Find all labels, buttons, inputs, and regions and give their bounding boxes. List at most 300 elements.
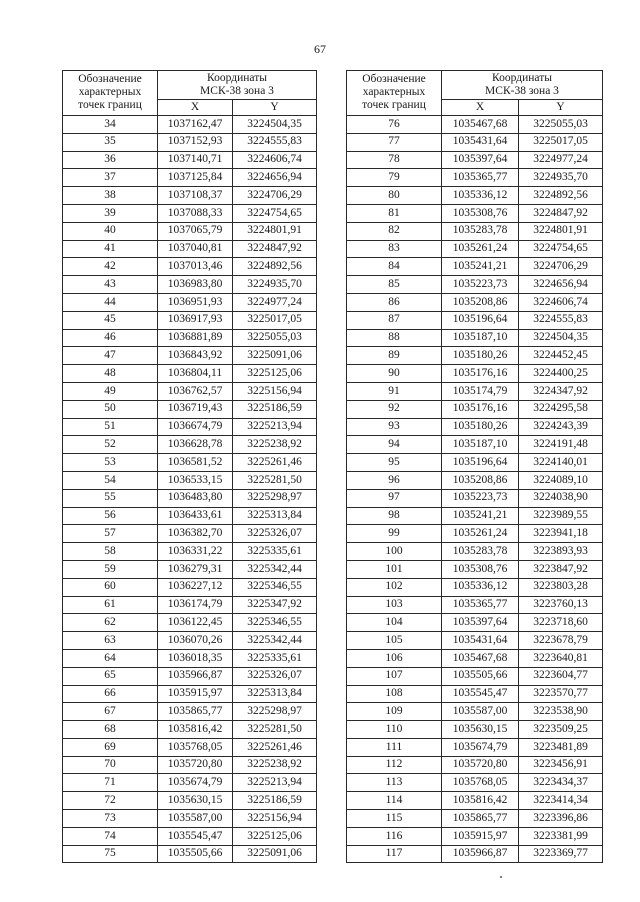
table-row [63, 204, 317, 222]
point-number-cell: 86 [347, 293, 442, 311]
x-coordinate-cell: 1035336,12 [442, 578, 519, 596]
y-coordinate-cell: 3223538,90 [519, 703, 603, 721]
table-row [63, 845, 317, 863]
y-coordinate-cell: 3225347,92 [233, 596, 317, 614]
x-coordinate-cell: 1035816,42 [442, 792, 519, 810]
point-number-cell: 73 [63, 810, 158, 828]
table-row [347, 667, 603, 685]
point-number-cell: 111 [347, 738, 442, 756]
table-row [347, 614, 603, 632]
table-header-row [347, 71, 603, 100]
x-coordinate-cell: 1035176,16 [442, 365, 519, 383]
x-coordinate-cell: 1035365,77 [442, 596, 519, 614]
table-row [347, 632, 603, 650]
y-coordinate-cell: 3225156,94 [233, 382, 317, 400]
x-column-header: X [442, 100, 519, 116]
y-coordinate-cell: 3224935,70 [519, 169, 603, 187]
table-row [63, 258, 317, 276]
y-coordinate-cell: 3225346,55 [233, 614, 317, 632]
x-coordinate-cell: 1036581,52 [158, 454, 233, 472]
x-coordinate-cell: 1036533,15 [158, 471, 233, 489]
point-number-cell: 106 [347, 649, 442, 667]
y-coordinate-cell: 3225281,50 [233, 721, 317, 739]
table-row [347, 827, 603, 845]
y-coordinate-cell: 3224555,83 [233, 133, 317, 151]
coordinates-header [158, 71, 317, 100]
y-coordinate-cell: 3224892,56 [519, 187, 603, 205]
x-coordinate-cell: 1035915,97 [442, 827, 519, 845]
x-coordinate-cell: 1035674,79 [158, 774, 233, 792]
x-coordinate-cell: 1036917,93 [158, 311, 233, 329]
y-coordinate-cell: 3224977,24 [233, 293, 317, 311]
x-coordinate-cell: 1035196,64 [442, 311, 519, 329]
y-coordinate-cell: 3224191,48 [519, 436, 603, 454]
point-number-cell: 77 [347, 133, 442, 151]
point-number-cell: 59 [63, 560, 158, 578]
y-coordinate-cell: 3225313,84 [233, 685, 317, 703]
scan-speck [500, 876, 502, 878]
x-coordinate-cell: 1035261,24 [442, 525, 519, 543]
y-coordinate-cell: 3224847,92 [519, 204, 603, 222]
table-row [347, 169, 603, 187]
table-row [63, 276, 317, 294]
table-row [347, 258, 603, 276]
table-row [347, 774, 603, 792]
x-coordinate-cell: 1035816,42 [158, 721, 233, 739]
x-coordinate-cell: 1037152,93 [158, 133, 233, 151]
point-number-cell: 44 [63, 293, 158, 311]
point-number-cell: 35 [63, 133, 158, 151]
table-row [63, 756, 317, 774]
x-coordinate-cell: 1036983,80 [158, 276, 233, 294]
y-coordinate-cell: 3225091,06 [233, 347, 317, 365]
y-coordinate-cell: 3223941,18 [519, 525, 603, 543]
x-coordinate-cell: 1037013,46 [158, 258, 233, 276]
point-number-cell: 93 [347, 418, 442, 436]
table-row [347, 703, 603, 721]
table-row [63, 649, 317, 667]
x-coordinate-cell: 1035865,77 [442, 810, 519, 828]
point-number-cell: 66 [63, 685, 158, 703]
y-coordinate-cell: 3225313,84 [233, 507, 317, 525]
x-coordinate-cell: 1036070,26 [158, 632, 233, 650]
y-coordinate-cell: 3223570,77 [519, 685, 603, 703]
x-coordinate-cell: 1036122,45 [158, 614, 233, 632]
y-coordinate-cell: 3225342,44 [233, 560, 317, 578]
y-coordinate-cell: 3225156,94 [233, 810, 317, 828]
x-coordinate-cell: 1036483,80 [158, 489, 233, 507]
table-row [63, 738, 317, 756]
y-coordinate-cell: 3225125,06 [233, 365, 317, 383]
table-row [347, 347, 603, 365]
point-number-cell: 115 [347, 810, 442, 828]
table-row [63, 133, 317, 151]
x-coordinate-cell: 1036227,12 [158, 578, 233, 596]
point-number-cell: 68 [63, 721, 158, 739]
point-number-cell: 84 [347, 258, 442, 276]
y-coordinate-cell: 3224754,65 [233, 204, 317, 222]
table-row [63, 187, 317, 205]
table-row [347, 578, 603, 596]
point-number-cell: 85 [347, 276, 442, 294]
x-coordinate-cell: 1035467,68 [442, 649, 519, 667]
point-number-cell: 109 [347, 703, 442, 721]
point-number-cell: 43 [63, 276, 158, 294]
y-coordinate-cell: 3223803,28 [519, 578, 603, 596]
table-row [347, 204, 603, 222]
x-coordinate-cell: 1035545,47 [442, 685, 519, 703]
header-line: Координаты [492, 72, 552, 84]
point-number-cell: 96 [347, 471, 442, 489]
x-coordinate-cell: 1036719,43 [158, 400, 233, 418]
x-coordinate-cell: 1036433,61 [158, 507, 233, 525]
x-coordinate-cell: 1035431,64 [442, 133, 519, 151]
point-number-cell: 100 [347, 543, 442, 561]
y-coordinate-cell: 3223434,37 [519, 774, 603, 792]
x-column-header: X [158, 100, 233, 116]
point-number-cell: 74 [63, 827, 158, 845]
y-coordinate-cell: 3225342,44 [233, 632, 317, 650]
table-row [63, 792, 317, 810]
point-number-cell: 113 [347, 774, 442, 792]
point-number-cell: 64 [63, 649, 158, 667]
table-row [63, 400, 317, 418]
table-row [347, 810, 603, 828]
table-row [63, 382, 317, 400]
table-row [347, 116, 603, 134]
table-row [347, 329, 603, 347]
y-coordinate-cell: 3225261,46 [233, 738, 317, 756]
point-number-cell: 58 [63, 543, 158, 561]
y-coordinate-cell: 3224555,83 [519, 311, 603, 329]
point-number-cell: 92 [347, 400, 442, 418]
x-coordinate-cell: 1037088,33 [158, 204, 233, 222]
x-coordinate-cell: 1036382,70 [158, 525, 233, 543]
y-coordinate-cell: 3224243,39 [519, 418, 603, 436]
table-body-left [63, 116, 317, 863]
table-row [63, 525, 317, 543]
y-coordinate-cell: 3223847,92 [519, 560, 603, 578]
point-designation-header [347, 71, 442, 116]
coordinates-header [442, 71, 603, 100]
table-row [63, 293, 317, 311]
point-number-cell: 99 [347, 525, 442, 543]
x-coordinate-cell: 1035241,21 [442, 258, 519, 276]
x-coordinate-cell: 1035187,10 [442, 329, 519, 347]
y-coordinate-cell: 3225055,03 [519, 116, 603, 134]
x-coordinate-cell: 1035630,15 [158, 792, 233, 810]
table-row [347, 721, 603, 739]
header-line: точек границ [78, 99, 142, 111]
header-line: характерных [362, 86, 426, 98]
x-coordinate-cell: 1037065,79 [158, 222, 233, 240]
point-number-cell: 34 [63, 116, 158, 134]
y-coordinate-cell: 3223369,77 [519, 845, 603, 863]
y-coordinate-cell: 3223989,55 [519, 507, 603, 525]
x-coordinate-cell: 1035587,00 [158, 810, 233, 828]
table-row [347, 400, 603, 418]
x-coordinate-cell: 1035915,97 [158, 685, 233, 703]
table-row [63, 151, 317, 169]
point-number-cell: 112 [347, 756, 442, 774]
point-number-cell: 81 [347, 204, 442, 222]
point-number-cell: 53 [63, 454, 158, 472]
x-coordinate-cell: 1035176,16 [442, 400, 519, 418]
x-coordinate-cell: 1037125,84 [158, 169, 233, 187]
table-row [347, 276, 603, 294]
x-coordinate-cell: 1036843,92 [158, 347, 233, 365]
point-number-cell: 49 [63, 382, 158, 400]
header-line: точек границ [362, 99, 426, 111]
table-row [347, 507, 603, 525]
x-coordinate-cell: 1037140,71 [158, 151, 233, 169]
y-coordinate-cell: 3224935,70 [233, 276, 317, 294]
point-number-cell: 51 [63, 418, 158, 436]
y-coordinate-cell: 3225055,03 [233, 329, 317, 347]
table-row [63, 240, 317, 258]
y-coordinate-cell: 3224347,92 [519, 382, 603, 400]
x-coordinate-cell: 1035397,64 [442, 151, 519, 169]
y-coordinate-cell: 3225125,06 [233, 827, 317, 845]
point-number-cell: 95 [347, 454, 442, 472]
point-number-cell: 101 [347, 560, 442, 578]
x-coordinate-cell: 1036279,31 [158, 560, 233, 578]
point-number-cell: 83 [347, 240, 442, 258]
x-coordinate-cell: 1035674,79 [442, 738, 519, 756]
point-number-cell: 97 [347, 489, 442, 507]
x-coordinate-cell: 1036881,89 [158, 329, 233, 347]
point-number-cell: 102 [347, 578, 442, 596]
point-number-cell: 76 [347, 116, 442, 134]
y-coordinate-cell: 3225091,06 [233, 845, 317, 863]
y-coordinate-cell: 3225335,61 [233, 543, 317, 561]
table-row [63, 329, 317, 347]
table-row [63, 507, 317, 525]
y-coordinate-cell: 3224706,29 [519, 258, 603, 276]
y-coordinate-cell: 3225213,94 [233, 774, 317, 792]
y-coordinate-cell: 3224504,35 [233, 116, 317, 134]
table-row [63, 365, 317, 383]
y-coordinate-cell: 3223414,34 [519, 792, 603, 810]
y-coordinate-cell: 3225238,92 [233, 756, 317, 774]
x-coordinate-cell: 1035223,73 [442, 276, 519, 294]
coordinates-table-left [62, 70, 317, 863]
x-coordinate-cell: 1035505,66 [442, 667, 519, 685]
x-coordinate-cell: 1035865,77 [158, 703, 233, 721]
table-row [63, 632, 317, 650]
table-row [63, 347, 317, 365]
table-row [347, 845, 603, 863]
x-coordinate-cell: 1035720,80 [158, 756, 233, 774]
point-number-cell: 50 [63, 400, 158, 418]
x-coordinate-cell: 1035208,86 [442, 471, 519, 489]
y-coordinate-cell: 3225261,46 [233, 454, 317, 472]
table-row [63, 489, 317, 507]
table-row [63, 703, 317, 721]
point-number-cell: 75 [63, 845, 158, 863]
point-number-cell: 79 [347, 169, 442, 187]
x-coordinate-cell: 1036628,78 [158, 436, 233, 454]
y-coordinate-cell: 3224801,91 [233, 222, 317, 240]
y-coordinate-cell: 3223718,60 [519, 614, 603, 632]
point-number-cell: 89 [347, 347, 442, 365]
y-coordinate-cell: 3224754,65 [519, 240, 603, 258]
x-coordinate-cell: 1036951,93 [158, 293, 233, 311]
y-coordinate-cell: 3225346,55 [233, 578, 317, 596]
table-row [347, 525, 603, 543]
y-coordinate-cell: 3225213,94 [233, 418, 317, 436]
table-row [63, 596, 317, 614]
point-number-cell: 65 [63, 667, 158, 685]
y-coordinate-cell: 3225238,92 [233, 436, 317, 454]
y-coordinate-cell: 3224452,45 [519, 347, 603, 365]
table-header-row [63, 71, 317, 100]
x-coordinate-cell: 1035545,47 [158, 827, 233, 845]
x-coordinate-cell: 1035223,73 [442, 489, 519, 507]
x-coordinate-cell: 1036331,22 [158, 543, 233, 561]
x-coordinate-cell: 1037108,37 [158, 187, 233, 205]
x-coordinate-cell: 1035365,77 [442, 169, 519, 187]
point-number-cell: 61 [63, 596, 158, 614]
point-number-cell: 55 [63, 489, 158, 507]
point-number-cell: 46 [63, 329, 158, 347]
table-row [347, 596, 603, 614]
x-coordinate-cell: 1035768,05 [158, 738, 233, 756]
point-number-cell: 91 [347, 382, 442, 400]
coordinates-table-right [346, 70, 603, 863]
header-line: МСК-38 зона 3 [200, 85, 274, 97]
table-row [63, 667, 317, 685]
point-number-cell: 45 [63, 311, 158, 329]
table-body-right [347, 116, 603, 863]
y-coordinate-cell: 3223509,25 [519, 721, 603, 739]
y-coordinate-cell: 3224847,92 [233, 240, 317, 258]
x-coordinate-cell: 1035187,10 [442, 436, 519, 454]
point-number-cell: 62 [63, 614, 158, 632]
y-coordinate-cell: 3223604,77 [519, 667, 603, 685]
x-coordinate-cell: 1036674,79 [158, 418, 233, 436]
point-number-cell: 78 [347, 151, 442, 169]
y-coordinate-cell: 3224140,01 [519, 454, 603, 472]
point-number-cell: 70 [63, 756, 158, 774]
point-number-cell: 108 [347, 685, 442, 703]
y-coordinate-cell: 3225281,50 [233, 471, 317, 489]
header-line: Координаты [207, 72, 267, 84]
y-coordinate-cell: 3225298,97 [233, 489, 317, 507]
y-coordinate-cell: 3225186,59 [233, 400, 317, 418]
table-row [63, 810, 317, 828]
y-coordinate-cell: 3224977,24 [519, 151, 603, 169]
y-coordinate-cell: 3224801,91 [519, 222, 603, 240]
point-number-cell: 117 [347, 845, 442, 863]
table-row [347, 436, 603, 454]
y-coordinate-cell: 3224706,29 [233, 187, 317, 205]
y-coordinate-cell: 3224400,25 [519, 365, 603, 383]
x-coordinate-cell: 1035196,64 [442, 454, 519, 472]
point-number-cell: 63 [63, 632, 158, 650]
header-line: Обозначение [362, 73, 426, 85]
y-coordinate-cell: 3224295,58 [519, 400, 603, 418]
table-row [63, 614, 317, 632]
table-row [63, 685, 317, 703]
point-designation-header [63, 71, 158, 116]
table-row [63, 418, 317, 436]
point-number-cell: 38 [63, 187, 158, 205]
y-coordinate-cell: 3223456,91 [519, 756, 603, 774]
point-number-cell: 98 [347, 507, 442, 525]
table-row [347, 187, 603, 205]
point-number-cell: 37 [63, 169, 158, 187]
table-row [347, 756, 603, 774]
table-row [63, 222, 317, 240]
table-row [347, 792, 603, 810]
x-coordinate-cell: 1035587,00 [442, 703, 519, 721]
table-row [63, 578, 317, 596]
point-number-cell: 80 [347, 187, 442, 205]
table-row [63, 560, 317, 578]
y-coordinate-cell: 3223678,79 [519, 632, 603, 650]
point-number-cell: 90 [347, 365, 442, 383]
y-coordinate-cell: 3223481,89 [519, 738, 603, 756]
point-number-cell: 67 [63, 703, 158, 721]
table-row [347, 418, 603, 436]
y-coordinate-cell: 3225298,97 [233, 703, 317, 721]
point-number-cell: 103 [347, 596, 442, 614]
x-coordinate-cell: 1037040,81 [158, 240, 233, 258]
point-number-cell: 82 [347, 222, 442, 240]
table-row [347, 685, 603, 703]
point-number-cell: 94 [347, 436, 442, 454]
y-coordinate-cell: 3224606,74 [519, 293, 603, 311]
y-coordinate-cell: 3225326,07 [233, 525, 317, 543]
table-row [63, 436, 317, 454]
point-number-cell: 56 [63, 507, 158, 525]
x-coordinate-cell: 1036762,57 [158, 382, 233, 400]
table-row [63, 116, 317, 134]
point-number-cell: 104 [347, 614, 442, 632]
point-number-cell: 110 [347, 721, 442, 739]
x-coordinate-cell: 1035208,86 [442, 293, 519, 311]
x-coordinate-cell: 1037162,47 [158, 116, 233, 134]
y-coordinate-cell: 3224656,94 [519, 276, 603, 294]
table-row [347, 489, 603, 507]
point-number-cell: 71 [63, 774, 158, 792]
point-number-cell: 39 [63, 204, 158, 222]
point-number-cell: 116 [347, 827, 442, 845]
y-column-header: Y [233, 100, 317, 116]
table-row [347, 471, 603, 489]
y-coordinate-cell: 3224089,10 [519, 471, 603, 489]
header-line: МСК-38 зона 3 [485, 85, 559, 97]
table-row [63, 311, 317, 329]
table-row [347, 311, 603, 329]
x-coordinate-cell: 1035241,21 [442, 507, 519, 525]
x-coordinate-cell: 1035720,80 [442, 756, 519, 774]
table-row [347, 543, 603, 561]
table-row [347, 738, 603, 756]
header-line: характерных [78, 86, 142, 98]
point-number-cell: 36 [63, 151, 158, 169]
x-coordinate-cell: 1035966,87 [158, 667, 233, 685]
y-coordinate-cell: 3223760,13 [519, 596, 603, 614]
y-column-header: Y [519, 100, 603, 116]
x-coordinate-cell: 1035283,78 [442, 222, 519, 240]
x-coordinate-cell: 1036174,79 [158, 596, 233, 614]
point-number-cell: 40 [63, 222, 158, 240]
table-row [63, 827, 317, 845]
x-coordinate-cell: 1035467,68 [442, 116, 519, 134]
point-number-cell: 52 [63, 436, 158, 454]
